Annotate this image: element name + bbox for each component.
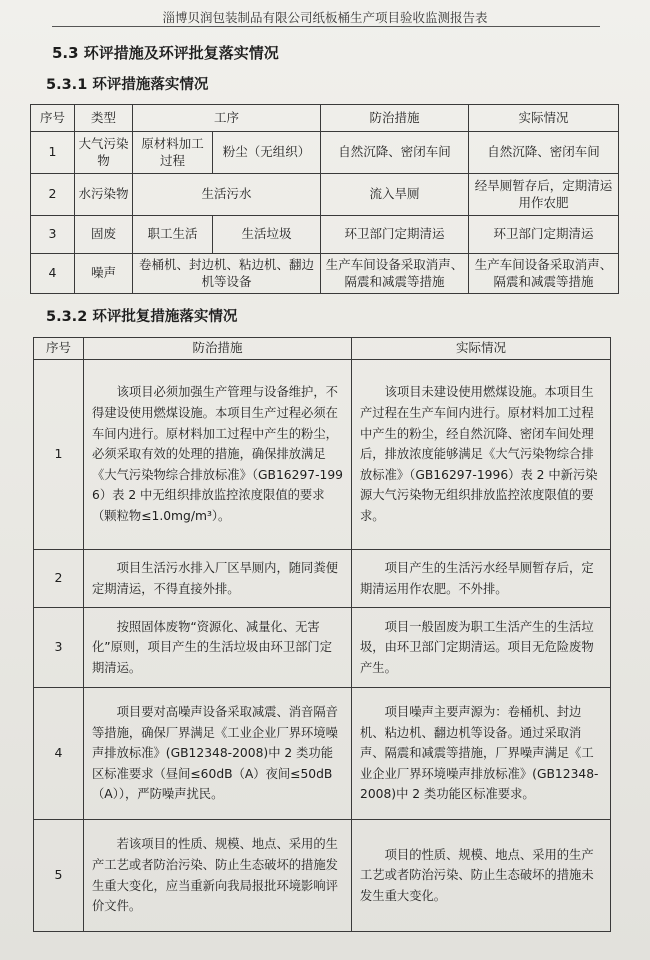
- row-process: 生活污水: [133, 174, 321, 216]
- table-row: [31, 254, 619, 294]
- table-row: [31, 174, 619, 216]
- table-row: [31, 132, 619, 174]
- row-no: 3: [34, 608, 84, 688]
- section-5-3-title: 5.3 环评措施及环评批复落实情况: [52, 44, 279, 62]
- header-actual: 实际情况: [469, 105, 619, 132]
- row-process: 卷桶机、封边机、粘边机、翻边机等设备: [133, 254, 321, 294]
- row-measures: [84, 820, 352, 932]
- row-measures-text: 项目要对高噪声设备采取减震、消音隔音等措施，确保厂界满足《工业企业厂界环境噪声排放标准》(GB12348-2008)中 2 类功能区标准要求（昼间≤60dB（A）夜间≤50dB（A）），严防噪声扰民。: [92, 704, 338, 802]
- row-actual-text: 项目噪声主要声源为：卷桶机、封边机、粘边机、翻边机等设备。通过采取消声、隔震和减震等措施，厂界噪声满足《工业企业厂界环境噪声排放标准》(GB12348-2008)中 2 类功能区标准要求。: [360, 704, 599, 802]
- header-rule: [52, 26, 600, 27]
- row-no: 2: [34, 550, 84, 608]
- row-actual: 环卫部门定期清运: [469, 216, 619, 254]
- row-type: 大气污染物: [75, 132, 133, 174]
- row-process-pollutant: 粉尘（无组织）: [213, 132, 321, 174]
- table-row: [34, 550, 611, 608]
- row-no: 2: [31, 174, 75, 216]
- section-5-3-2-title: 5.3.2 环评批复措施落实情况: [46, 309, 238, 325]
- row-process-source: 职工生活: [133, 216, 213, 254]
- table-header-row: [34, 338, 611, 360]
- row-measures-text: 项目生活污水排入厂区旱厕内，随同粪便定期清运，不得直接外排。: [92, 560, 338, 596]
- row-no: 1: [31, 132, 75, 174]
- header-measures: 防治措施: [321, 105, 469, 132]
- header-process: 工序: [133, 105, 321, 132]
- row-actual: 自然沉降、密闭车间: [469, 132, 619, 174]
- table-row: [34, 360, 611, 550]
- row-measures: 生产车间设备采取消声、隔震和减震等措施: [321, 254, 469, 294]
- row-process-source: 原材料加工过程: [133, 132, 213, 174]
- row-measures: [84, 608, 352, 688]
- table-row: [31, 216, 619, 254]
- section-5-3-1-title: 5.3.1 环评措施落实情况: [46, 77, 209, 93]
- header-type: 类型: [75, 105, 133, 132]
- row-measures-text: 若该项目的性质、规模、地点、采用的生产工艺或者防治污染、防止生态破坏的措施发生重大变化，应当重新向我局报批环境影响评价文件。: [92, 837, 338, 914]
- row-no: 4: [34, 688, 84, 820]
- row-type: 固废: [75, 216, 133, 254]
- row-actual: [352, 820, 611, 932]
- row-measures: 流入旱厕: [321, 174, 469, 216]
- row-actual: [352, 550, 611, 608]
- row-actual-text: 项目的性质、规模、地点、采用的生产工艺或者防治污染、防止生态破坏的措施未发生重大变化。: [360, 847, 594, 903]
- row-no: 1: [34, 360, 84, 550]
- row-type: 噪声: [75, 254, 133, 294]
- row-measures: 自然沉降、密闭车间: [321, 132, 469, 174]
- row-type: 水污染物: [75, 174, 133, 216]
- row-actual: [352, 688, 611, 820]
- table-header-row: [31, 105, 619, 132]
- row-measures: [84, 360, 352, 550]
- row-measures-text: 按照固体废物“资源化、减量化、无害化”原则，项目产生的生活垃圾由环卫部门定期清运。: [92, 619, 333, 675]
- row-actual: 经旱厕暂存后，定期清运用作农肥: [469, 174, 619, 216]
- row-no: 4: [31, 254, 75, 294]
- table-row: [34, 820, 611, 932]
- eia-measures-table: [30, 104, 619, 294]
- row-actual-text: 项目一般固废为职工生活产生的生活垃圾，由环卫部门定期清运。项目无危险废物产生。: [360, 619, 594, 675]
- row-process-pollutant: 生活垃圾: [213, 216, 321, 254]
- row-actual-text: 项目产生的生活污水经旱厕暂存后，定期清运用作农肥。不外排。: [360, 560, 594, 596]
- row-actual-text: 该项目未建设使用燃煤设施。本项目生产过程在生产车间内进行。原材料加工过程中产生的粉尘，经自然沉降、密闭车间处理后，排放浓度能够满足《大气污染物综合排放标准》（GB16297-1996）表 2 中新污染源大气污染物无组织排放监控浓度限值的要求。: [360, 385, 598, 524]
- header-actual: 实际情况: [352, 338, 611, 360]
- header-no: 序号: [34, 338, 84, 360]
- eia-approval-table: [33, 337, 611, 932]
- row-no: 5: [34, 820, 84, 932]
- row-actual: [352, 608, 611, 688]
- row-actual: [352, 360, 611, 550]
- header-no: 序号: [31, 105, 75, 132]
- row-no: 3: [31, 216, 75, 254]
- row-measures-text: 该项目必须加强生产管理与设备维护，不得建设使用燃煤设施。本项目生产过程必须在车间内进行。原材料加工过程中产生的粉尘，必须采取有效的处理的措施，确保排放满足《大气污染物综合排放标准》（GB16297-1996）表 2 中无组织排放监控浓度限值的要求（颗粒物≤1.0mg/m³）。: [92, 385, 343, 524]
- table-row: [34, 688, 611, 820]
- row-actual: 生产车间设备采取消声、隔震和减震等措施: [469, 254, 619, 294]
- header-measures: 防治措施: [84, 338, 352, 360]
- row-measures: [84, 550, 352, 608]
- row-measures: [84, 688, 352, 820]
- table-row: [34, 608, 611, 688]
- row-measures: 环卫部门定期清运: [321, 216, 469, 254]
- running-header: 淄博贝润包装制品有限公司纸板桶生产项目验收监测报告表: [162, 10, 488, 25]
